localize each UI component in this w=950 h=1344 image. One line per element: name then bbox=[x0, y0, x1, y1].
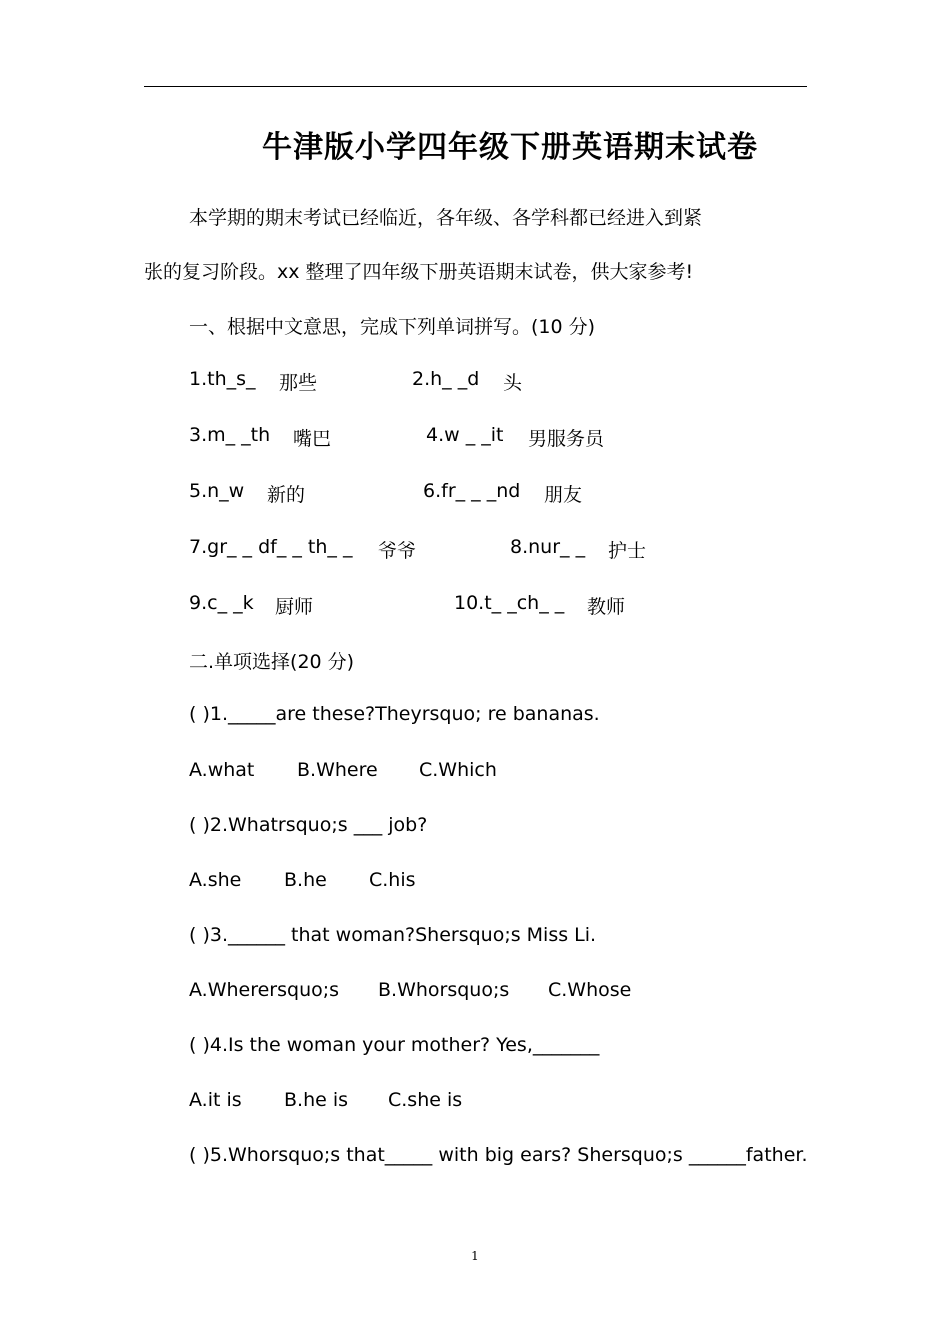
spelling-word: 4.w _ _it bbox=[426, 424, 504, 446]
intro-line-2: 张的复习阶段。xx 整理了四年级下册英语期末试卷，供大家参考! bbox=[144, 261, 694, 283]
intro-line-1: 本学期的期末考试已经临近，各年级、各学科都已经进入到紧 bbox=[189, 207, 703, 229]
option-a: A.Wherersquo;s bbox=[189, 979, 340, 1001]
option-b: B.Where bbox=[297, 759, 378, 781]
question-4: ( )4.Is the woman your mother? Yes,_______ bbox=[189, 1034, 600, 1056]
section1-heading: 一、根据中文意思，完成下列单词拼写。(10 分) bbox=[189, 316, 596, 338]
section2-heading: 二.单项选择(20 分) bbox=[189, 651, 355, 673]
option-c: C.Whose bbox=[548, 979, 632, 1001]
spelling-meaning: 头 bbox=[503, 372, 523, 394]
spelling-word: 5.n_w bbox=[189, 480, 245, 502]
spelling-meaning: 厨师 bbox=[275, 596, 314, 618]
spelling-word: 1.th_s_ bbox=[189, 368, 256, 390]
spelling-word: 8.nur_ _ bbox=[510, 536, 586, 558]
spelling-word: 10.t_ _ch_ _ bbox=[454, 592, 565, 614]
spelling-word: 7.gr_ _ df_ _ th_ _ bbox=[189, 536, 353, 558]
option-a: A.what bbox=[189, 759, 255, 781]
option-b: B.he bbox=[284, 869, 327, 891]
spelling-word: 6.fr_ _ _nd bbox=[423, 480, 521, 502]
spelling-meaning: 那些 bbox=[279, 372, 318, 394]
question-5: ( )5.Whorsquo;s that_____ with big ears? Shersquo;s ______father. bbox=[189, 1144, 808, 1166]
option-c: C.she is bbox=[388, 1089, 463, 1111]
option-c: C.his bbox=[369, 869, 416, 891]
spelling-meaning: 男服务员 bbox=[528, 428, 605, 450]
spelling-meaning: 护士 bbox=[608, 540, 647, 562]
page-number: 1 bbox=[471, 1249, 479, 1263]
document-title: 牛津版小学四年级下册英语期末试卷 bbox=[262, 130, 758, 165]
option-b: B.Whorsquo;s bbox=[378, 979, 510, 1001]
option-a: A.she bbox=[189, 869, 242, 891]
spelling-word: 3.m_ _th bbox=[189, 424, 271, 446]
spelling-meaning: 嘴巴 bbox=[293, 428, 332, 450]
option-a: A.it is bbox=[189, 1089, 242, 1111]
header-rule bbox=[144, 86, 807, 87]
spelling-meaning: 朋友 bbox=[544, 484, 583, 506]
question-1: ( )1._____are these?Theyrsquo; re bananas. bbox=[189, 703, 600, 725]
spelling-meaning: 爷爷 bbox=[378, 540, 417, 562]
spelling-word: 9.c_ _k bbox=[189, 592, 254, 614]
question-3: ( )3.______ that woman?Shersquo;s Miss Li. bbox=[189, 924, 597, 946]
spelling-meaning: 教师 bbox=[587, 596, 626, 618]
spelling-meaning: 新的 bbox=[267, 484, 306, 506]
option-c: C.Which bbox=[419, 759, 497, 781]
spelling-word: 2.h_ _d bbox=[412, 368, 480, 390]
question-2: ( )2.Whatrsquo;s ___ job? bbox=[189, 814, 428, 836]
option-b: B.he is bbox=[284, 1089, 349, 1111]
